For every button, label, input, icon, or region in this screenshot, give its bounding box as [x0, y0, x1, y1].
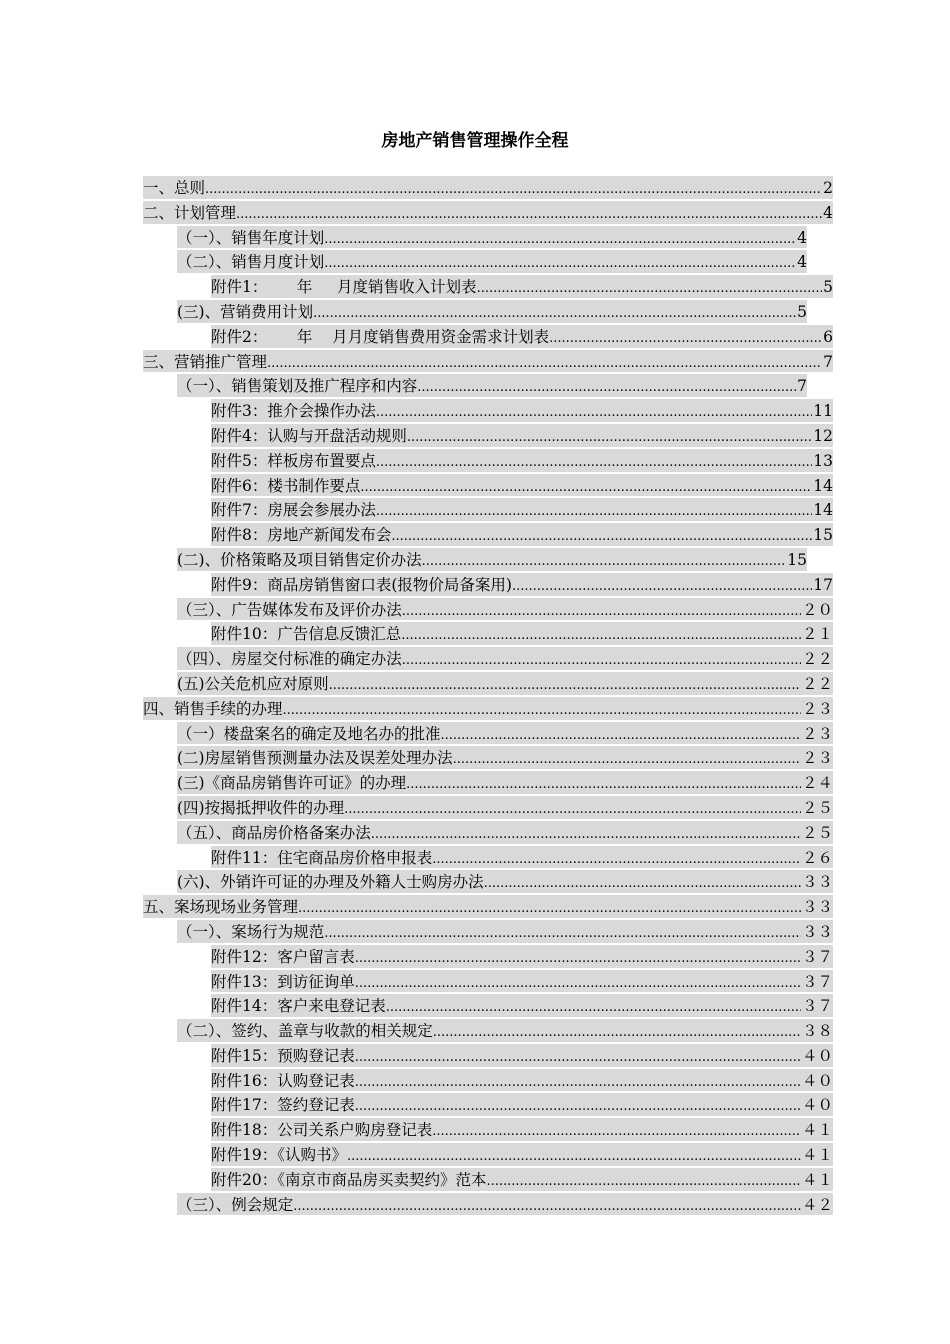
- toc-entry-highlight: [211, 474, 833, 497]
- toc-entry-label: （一）、案场行为规范: [177, 922, 325, 941]
- toc-entry-label: 附件12：客户留言表: [211, 947, 355, 966]
- toc-entry-page-number: 14: [813, 476, 833, 495]
- toc-entry-highlight: [177, 226, 807, 249]
- toc-entry-page-number: ２５: [801, 823, 833, 842]
- toc-entry-page-number: 5: [823, 278, 833, 297]
- toc-entry[interactable]: [143, 373, 833, 398]
- toc-dot-leader: [371, 823, 801, 844]
- toc-dot-leader: [407, 426, 812, 447]
- toc-entry-page-number: ４１: [801, 1121, 833, 1140]
- toc-entry[interactable]: [143, 646, 833, 671]
- toc-entry[interactable]: [143, 1043, 833, 1068]
- toc-entry-page-number: ３３: [801, 873, 833, 892]
- toc-entry-page-number: ２２: [801, 674, 833, 693]
- toc-dot-leader: [549, 327, 822, 348]
- toc-entry-label: （四）、房屋交付标准的确定办法: [177, 650, 402, 669]
- toc-entry-label: 五、案场现场业务管理: [143, 898, 299, 917]
- toc-entry-page-number: 13: [813, 451, 833, 470]
- toc-entry-page-number: ４０: [801, 1071, 833, 1090]
- toc-entry-page-number: ２３: [801, 724, 833, 743]
- toc-dot-leader: [402, 600, 801, 621]
- toc-dot-leader: [422, 550, 787, 571]
- toc-dot-leader: [236, 203, 822, 224]
- toc-entry-highlight: [211, 573, 833, 596]
- toc-entry-label: 附件1： 年 月度销售收入计划表: [211, 278, 477, 297]
- toc-entry[interactable]: [143, 795, 833, 820]
- toc-dot-leader: [355, 947, 801, 968]
- toc-entry[interactable]: [143, 993, 833, 1018]
- toc-entry[interactable]: [143, 448, 833, 473]
- toc-entry-page-number: ２３: [801, 699, 833, 718]
- toc-entry-label: （二）、签约、盖章与收款的相关规定: [177, 1022, 433, 1041]
- toc-entry-page-number: ２０: [801, 600, 833, 619]
- toc-entry-highlight: [211, 275, 833, 298]
- toc-entry-page-number: 11: [813, 402, 833, 421]
- toc-entry[interactable]: [143, 919, 833, 944]
- toc-entry-label: 附件6：楼书制作要点: [211, 476, 361, 495]
- toc-entry[interactable]: [143, 1068, 833, 1093]
- toc-entry-page-number: 4: [797, 228, 807, 247]
- toc-dot-leader: [267, 352, 822, 373]
- toc-entry-page-number: 7: [823, 352, 833, 371]
- toc-entry-highlight: [177, 250, 807, 273]
- toc-entry-highlight: [177, 771, 833, 794]
- toc-entry-highlight: [211, 498, 833, 521]
- table-of-contents: [143, 175, 833, 1216]
- toc-dot-leader: [313, 302, 796, 323]
- toc-entry[interactable]: [143, 547, 833, 572]
- toc-entry-label: 附件5：样板房布置要点: [211, 451, 376, 470]
- toc-entry-highlight: [177, 821, 833, 844]
- toc-dot-leader: [376, 401, 812, 422]
- toc-entry-highlight: [177, 870, 833, 893]
- toc-entry[interactable]: [143, 621, 833, 646]
- toc-entry[interactable]: [143, 944, 833, 969]
- toc-entry[interactable]: [143, 324, 833, 349]
- toc-dot-leader: [477, 277, 823, 298]
- toc-entry-highlight: [143, 697, 833, 720]
- toc-entry-label: 附件16：认购登记表: [211, 1071, 355, 1090]
- toc-entry-highlight: [211, 1069, 833, 1092]
- toc-entry-page-number: 2: [823, 179, 833, 197]
- toc-dot-leader: [376, 500, 812, 521]
- toc-dot-leader: [453, 748, 801, 769]
- toc-entry-page-number: ４０: [801, 1096, 833, 1115]
- toc-entry-label: 一、总则: [143, 179, 206, 197]
- toc-dot-leader: [293, 1195, 801, 1216]
- toc-dot-leader: [512, 575, 812, 596]
- toc-entry[interactable]: [143, 473, 833, 498]
- toc-dot-leader: [406, 773, 801, 794]
- toc-entry[interactable]: [143, 1192, 833, 1217]
- toc-entry-label: （三）、例会规定: [177, 1195, 294, 1214]
- toc-entry-highlight: [177, 300, 807, 323]
- toc-entry-highlight: [211, 945, 833, 968]
- toc-dot-leader: [360, 476, 812, 497]
- toc-entry-label: 附件10：广告信息反馈汇总: [211, 625, 402, 644]
- toc-entry-highlight: [211, 325, 833, 348]
- toc-entry[interactable]: [143, 175, 833, 200]
- toc-entry-label: （五）、商品房价格备案办法: [177, 823, 371, 842]
- toc-dot-leader: [205, 178, 822, 199]
- toc-entry[interactable]: [143, 745, 833, 770]
- toc-dot-leader: [433, 1021, 801, 1042]
- toc-entry-page-number: ３７: [801, 947, 833, 966]
- toc-entry-highlight: [211, 424, 833, 447]
- toc-entry-page-number: ４０: [801, 1046, 833, 1065]
- toc-entry[interactable]: [143, 1018, 833, 1043]
- toc-entry-label: （一）、销售年度计划: [177, 228, 325, 247]
- toc-entry-page-number: 15: [813, 526, 833, 545]
- toc-entry[interactable]: [143, 274, 833, 299]
- toc-entry-label: 附件13：到访征询单: [211, 972, 355, 991]
- toc-entry-page-number: ２２: [801, 650, 833, 669]
- toc-dot-leader: [283, 699, 801, 720]
- toc-entry[interactable]: [143, 721, 833, 746]
- toc-dot-leader: [355, 1095, 801, 1116]
- toc-entry-highlight: [211, 1168, 833, 1191]
- toc-entry-page-number: 7: [797, 377, 807, 396]
- toc-entry[interactable]: [143, 1167, 833, 1192]
- toc-entry[interactable]: [143, 671, 833, 696]
- toc-entry-page-number: 4: [797, 253, 807, 272]
- toc-entry[interactable]: [143, 820, 833, 845]
- toc-entry-highlight: [211, 1143, 833, 1166]
- toc-dot-leader: [298, 897, 801, 918]
- toc-entry[interactable]: [143, 869, 833, 894]
- toc-entry-page-number: ３３: [801, 922, 833, 941]
- toc-entry-label: 附件2： 年 月月度销售费用资金需求计划表: [211, 327, 550, 346]
- toc-dot-leader: [376, 451, 812, 472]
- toc-dot-leader: [386, 996, 801, 1017]
- toc-entry-highlight: [177, 672, 833, 695]
- toc-entry-label: 附件15：预购登记表: [211, 1046, 355, 1065]
- toc-entry-page-number: ２６: [801, 848, 833, 867]
- toc-entry-highlight: [143, 201, 833, 224]
- document-title: 房地产销售管理操作全程: [381, 131, 569, 151]
- toc-entry-page-number: ２５: [801, 798, 833, 817]
- toc-entry-label: (二)房屋销售预测量办法及误差处理办法: [177, 749, 453, 768]
- toc-dot-leader: [324, 228, 796, 249]
- toc-entry-page-number: ４１: [801, 1170, 833, 1189]
- toc-entry-highlight: [211, 523, 833, 546]
- toc-entry-label: 附件14：客户来电登记表: [211, 997, 386, 1016]
- toc-dot-leader: [432, 848, 801, 869]
- toc-entry-page-number: ４１: [801, 1146, 833, 1165]
- toc-dot-leader: [324, 922, 801, 943]
- toc-entry[interactable]: [143, 770, 833, 795]
- toc-entry-page-number: ２３: [801, 749, 833, 768]
- toc-dot-leader: [347, 1145, 801, 1166]
- toc-entry[interactable]: [143, 1092, 833, 1117]
- toc-entry[interactable]: [143, 398, 833, 423]
- toc-entry-label: 二、计划管理: [143, 203, 237, 222]
- toc-entry[interactable]: [143, 572, 833, 597]
- toc-entry-label: （三）、广告媒体发布及评价办法: [177, 600, 402, 619]
- toc-entry[interactable]: [143, 522, 833, 547]
- toc-entry-highlight: [177, 647, 833, 670]
- toc-entry-highlight: [211, 1093, 833, 1116]
- toc-entry[interactable]: [143, 497, 833, 522]
- toc-dot-leader: [432, 1120, 801, 1141]
- toc-entry-highlight: [177, 1019, 833, 1042]
- toc-entry[interactable]: [143, 1142, 833, 1167]
- toc-entry-page-number: ３７: [801, 972, 833, 991]
- toc-entry[interactable]: [143, 597, 833, 622]
- toc-entry[interactable]: [143, 894, 833, 919]
- toc-entry-page-number: 6: [823, 327, 833, 346]
- toc-entry-highlight: [211, 399, 833, 422]
- toc-entry-page-number: 17: [813, 575, 833, 594]
- toc-entry-highlight: [143, 350, 833, 373]
- toc-dot-leader: [391, 525, 812, 546]
- toc-entry-page-number: ３７: [801, 997, 833, 1016]
- toc-entry-label: （一）、销售策划及推广程序和内容: [177, 377, 418, 396]
- toc-entry-highlight: [143, 895, 833, 918]
- toc-dot-leader: [344, 798, 801, 819]
- toc-entry[interactable]: [143, 249, 833, 274]
- toc-entry-label: 附件20：《南京市商品房买卖契约》范本: [211, 1170, 487, 1189]
- toc-entry-highlight: [211, 1044, 833, 1067]
- toc-entry-label: 附件9：商品房销售窗口表(报物价局备案用): [211, 575, 512, 594]
- toc-entry[interactable]: [143, 200, 833, 225]
- toc-entry-label: 三、营销推广管理: [143, 352, 268, 371]
- toc-entry-page-number: 5: [797, 302, 807, 321]
- toc-entry-highlight: [177, 796, 833, 819]
- toc-dot-leader: [355, 1071, 801, 1092]
- toc-entry-label: (三)、营销费用计划: [177, 302, 314, 321]
- toc-entry-highlight: [211, 846, 833, 869]
- toc-entry-page-number: ３８: [801, 1022, 833, 1041]
- toc-entry-page-number: ２１: [801, 625, 833, 644]
- toc-entry-label: 附件4：认购与开盘活动规则: [211, 426, 407, 445]
- toc-entry-highlight: [211, 622, 833, 645]
- toc-entry-label: 四、销售手续的办理: [143, 699, 283, 718]
- toc-dot-leader: [417, 376, 796, 397]
- toc-entry-label: 附件7：房展会参展办法: [211, 501, 376, 520]
- toc-entry-label: （一）楼盘案名的确定及地名办的批准: [177, 724, 441, 743]
- toc-entry-highlight: [211, 994, 833, 1017]
- toc-entry[interactable]: [143, 423, 833, 448]
- toc-entry-page-number: 4: [823, 203, 833, 222]
- toc-entry-highlight: [143, 176, 833, 199]
- toc-entry[interactable]: [143, 1117, 833, 1142]
- toc-entry-label: (六)、外销许可证的办理及外籍人士购房办法: [177, 873, 484, 892]
- toc-entry-label: （二）、销售月度计划: [177, 253, 325, 272]
- toc-dot-leader: [402, 649, 801, 670]
- toc-entry-label: 附件17：签约登记表: [211, 1096, 355, 1115]
- toc-dot-leader: [401, 624, 801, 645]
- toc-entry-label: 附件19：《认购书》: [211, 1146, 347, 1165]
- toc-entry-label: (四)按揭抵押收件的办理: [177, 798, 345, 817]
- toc-dot-leader: [441, 724, 801, 745]
- toc-entry-highlight: [177, 598, 833, 621]
- toc-entry[interactable]: [143, 349, 833, 374]
- toc-entry-page-number: 12: [813, 426, 833, 445]
- toc-entry[interactable]: [143, 845, 833, 870]
- toc-entry-highlight: [177, 1193, 833, 1216]
- toc-entry-highlight: [177, 722, 833, 745]
- toc-dot-leader: [324, 252, 796, 273]
- toc-dot-leader: [355, 972, 801, 993]
- toc-dot-leader: [355, 1046, 801, 1067]
- toc-dot-leader: [486, 1170, 801, 1191]
- toc-entry-highlight: [177, 374, 807, 397]
- toc-entry-label: 附件11：住宅商品房价格申报表: [211, 848, 433, 867]
- toc-entry-highlight: [211, 970, 833, 993]
- toc-entry-page-number: 15: [787, 550, 807, 569]
- toc-entry-label: 附件8：房地产新闻发布会: [211, 526, 392, 545]
- toc-entry-highlight: [177, 548, 807, 571]
- toc-dot-leader: [484, 872, 801, 893]
- toc-entry-label: 附件18：公司关系户购房登记表: [211, 1121, 433, 1140]
- toc-entry-label: (五)公关危机应对原则: [177, 674, 329, 693]
- toc-entry-highlight: [177, 746, 833, 769]
- toc-entry-highlight: [177, 920, 833, 943]
- toc-entry[interactable]: [143, 969, 833, 994]
- toc-entry[interactable]: [143, 299, 833, 324]
- toc-entry-page-number: ３３: [801, 898, 833, 917]
- toc-entry-page-number: ２４: [801, 774, 833, 793]
- toc-entry-label: 附件3：推介会操作办法: [211, 402, 376, 421]
- toc-entry[interactable]: [143, 225, 833, 250]
- toc-entry[interactable]: [143, 696, 833, 721]
- toc-entry-highlight: [211, 1118, 833, 1141]
- toc-dot-leader: [329, 674, 801, 695]
- toc-entry-label: (三)《商品房销售许可证》的办理: [177, 774, 407, 793]
- toc-entry-page-number: 14: [813, 501, 833, 520]
- toc-entry-label: (二)、价格策略及项目销售定价办法: [177, 550, 422, 569]
- toc-entry-page-number: ４２: [801, 1195, 833, 1214]
- toc-entry-highlight: [211, 449, 833, 472]
